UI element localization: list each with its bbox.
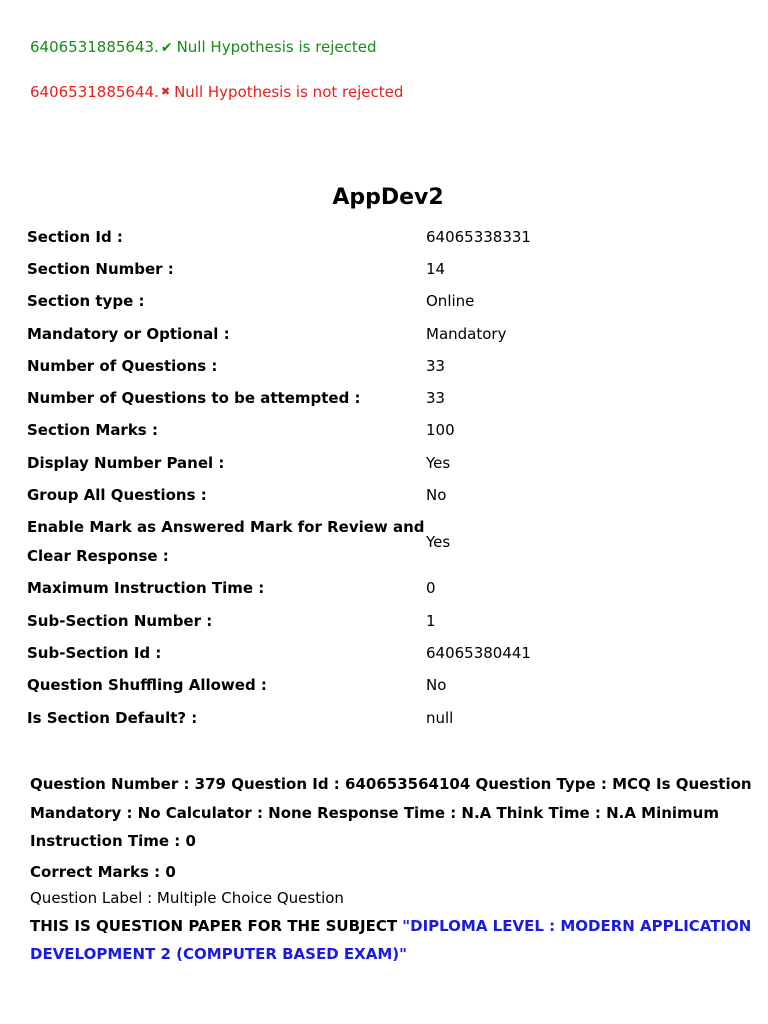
- question-label: Question Label : Multiple Choice Question: [30, 888, 344, 907]
- row-value: 33: [426, 356, 446, 375]
- table-row: [27, 221, 756, 253]
- row-value: No: [426, 676, 447, 695]
- table-row: [27, 670, 756, 702]
- table-row: [27, 350, 756, 382]
- row-value: Mandatory: [426, 324, 507, 343]
- row-value: 100: [426, 421, 455, 440]
- table-row: [27, 605, 756, 637]
- row-label: Mandatory or Optional :: [27, 324, 230, 343]
- question-block: [30, 770, 760, 969]
- correct-marks: Correct Marks : 0: [30, 862, 176, 881]
- table-row: [27, 415, 756, 447]
- option-text: Null Hypothesis is not rejected: [174, 83, 404, 101]
- row-label: Display Number Panel :: [27, 453, 225, 472]
- cross-icon: ✖: [160, 85, 171, 98]
- option-text: Null Hypothesis is rejected: [176, 38, 377, 56]
- row-label: Section Number :: [27, 259, 174, 278]
- table-row: [27, 286, 756, 318]
- check-icon: ✔: [160, 40, 173, 56]
- row-label: Number of Questions to be attempted :: [27, 389, 361, 408]
- row-label: Section type :: [27, 292, 145, 311]
- row-value: Yes: [426, 453, 451, 472]
- subject-prefix: THIS IS QUESTION PAPER FOR THE SUBJECT: [30, 916, 403, 935]
- row-value: 64065338331: [426, 227, 531, 246]
- option-not-rejected: [30, 82, 403, 102]
- table-row: [27, 253, 756, 285]
- option-id: 6406531885643.: [30, 38, 159, 56]
- row-value: 1: [426, 611, 436, 630]
- table-row: [27, 479, 756, 511]
- row-label: Is Section Default? :: [27, 708, 198, 727]
- row-label: Section Marks :: [27, 421, 158, 440]
- row-value: 64065380441: [426, 643, 531, 662]
- row-label: Group All Questions :: [27, 486, 207, 505]
- row-value: 0: [426, 579, 436, 598]
- section-title: AppDev2: [332, 185, 444, 210]
- row-label: Section Id :: [27, 227, 123, 246]
- row-label: Maximum Instruction Time :: [27, 579, 265, 598]
- row-value: 14: [426, 259, 446, 278]
- table-row: [27, 573, 756, 605]
- table-row: [27, 318, 756, 350]
- row-label: Sub-Section Number :: [27, 611, 213, 630]
- table-row: [27, 637, 756, 669]
- question-header: Question Number : 379 Question Id : 640653564104 Question Type : MCQ Is Question Mandatory : No Calculator : None Response Time : N.A Think Time : N.A Minimum Instruction Time : 0: [30, 775, 752, 851]
- row-label: Enable Mark as Answered Mark for Review and Clear Response :: [27, 518, 425, 566]
- table-row: [27, 382, 756, 414]
- row-value: Online: [426, 292, 475, 311]
- subject-name: "DIPLOMA LEVEL : MODERN APPLICATION DEVELOPMENT 2 (COMPUTER BASED EXAM)": [30, 916, 752, 964]
- option-id: 6406531885644.: [30, 83, 159, 101]
- row-value: Yes: [426, 532, 451, 551]
- row-label: Sub-Section Id :: [27, 643, 162, 662]
- table-row: [27, 702, 756, 734]
- subject-line: [30, 912, 760, 969]
- table-row: [27, 447, 756, 479]
- row-label: Number of Questions :: [27, 356, 218, 375]
- section-info-table: [27, 221, 756, 734]
- row-value: No: [426, 486, 447, 505]
- row-label: Question Shuffling Allowed :: [27, 676, 267, 695]
- row-value: 33: [426, 389, 446, 408]
- table-row: [27, 512, 756, 573]
- row-value: null: [426, 708, 454, 727]
- option-rejected: [30, 37, 377, 58]
